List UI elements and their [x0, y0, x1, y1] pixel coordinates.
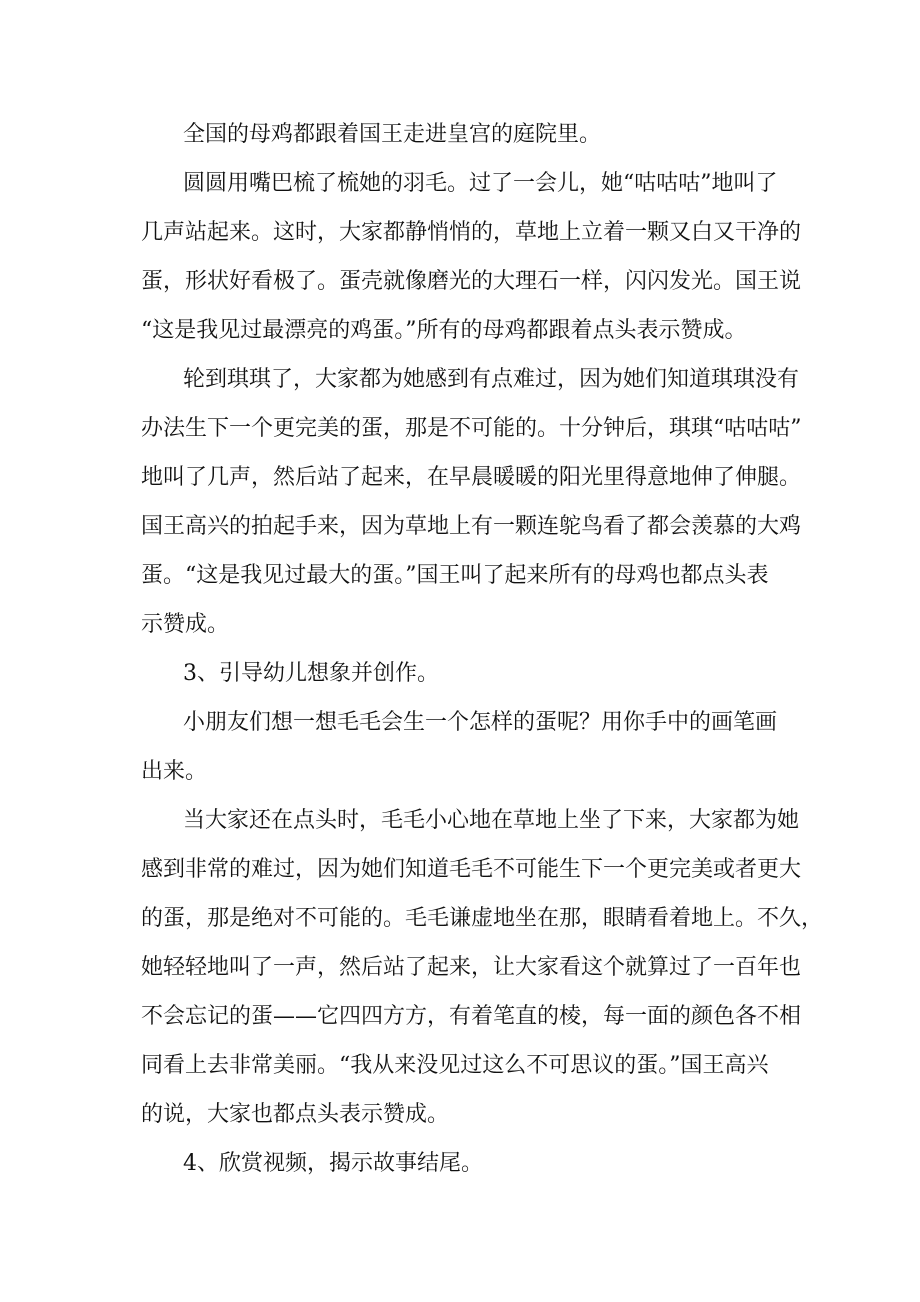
text-line: 她轻轻地叫了一声，然后站了起来，让大家看这个就算过了一百年也: [141, 955, 802, 980]
text-line: 示赞成。: [141, 612, 230, 637]
text-line: 的蛋，那是绝对不可能的。毛毛谦虚地坐在那，眼睛看着地上。不久，: [141, 906, 824, 931]
text-line: 几声站起来。这时，大家都静悄悄的，草地上立着一颗又白又干净的: [141, 220, 802, 245]
text-line: 不会忘记的蛋——它四四方方，有着笔直的棱，每一面的颜色各不相: [141, 1004, 802, 1029]
text-line: 国王高兴的拍起手来，因为草地上有一颗连鸵鸟看了都会羡慕的大鸡: [141, 514, 802, 539]
text-line: 地叫了几声，然后站了起来，在早晨暖暖的阳光里得意地伸了伸腿。: [141, 465, 802, 490]
text-line: 感到非常的难过，因为她们知道毛毛不可能生下一个更完美或者更大: [141, 857, 802, 882]
text-line: 轮到琪琪了，大家都为她感到有点难过，因为她们知道琪琪没有: [183, 367, 800, 392]
text-line: 办法生下一个更完美的蛋，那是不可能的。十分钟后，琪琪“咕咕咕”: [141, 416, 802, 441]
section-heading: 3、引导幼儿想象并创作。: [183, 661, 439, 686]
text-line: 蛋。“这是我见过最大的蛋。”国王叫了起来所有的母鸡也都点头表: [141, 563, 769, 588]
text-line: 全国的母鸡都跟着国王走进皇宫的庭院里。: [183, 122, 602, 147]
text-line: 小朋友们想一想毛毛会生一个怎样的蛋呢？用你手中的画笔画: [183, 710, 778, 735]
text-line: 出来。: [141, 759, 208, 784]
text-line: 蛋，形状好看极了。蛋壳就像磨光的大理石一样，闪闪发光。国王说: [141, 269, 802, 294]
text-line: 圆圆用嘴巴梳了梳她的羽毛。过了一会儿，她“咕咕咕”地叫了: [183, 171, 778, 196]
text-line: 的说，大家也都点头表示赞成。: [141, 1102, 450, 1127]
text-line: “这是我见过最漂亮的鸡蛋。”所有的母鸡都跟着点头表示赞成。: [141, 318, 747, 343]
text-line: 当大家还在点头时，毛毛小心地在草地上坐了下来，大家都为她: [183, 808, 800, 833]
section-heading: 4、欣赏视频，揭示故事结尾。: [183, 1151, 483, 1176]
text-line: 同看上去非常美丽。“我从来没见过这么不可思议的蛋。”国王高兴: [141, 1053, 769, 1078]
